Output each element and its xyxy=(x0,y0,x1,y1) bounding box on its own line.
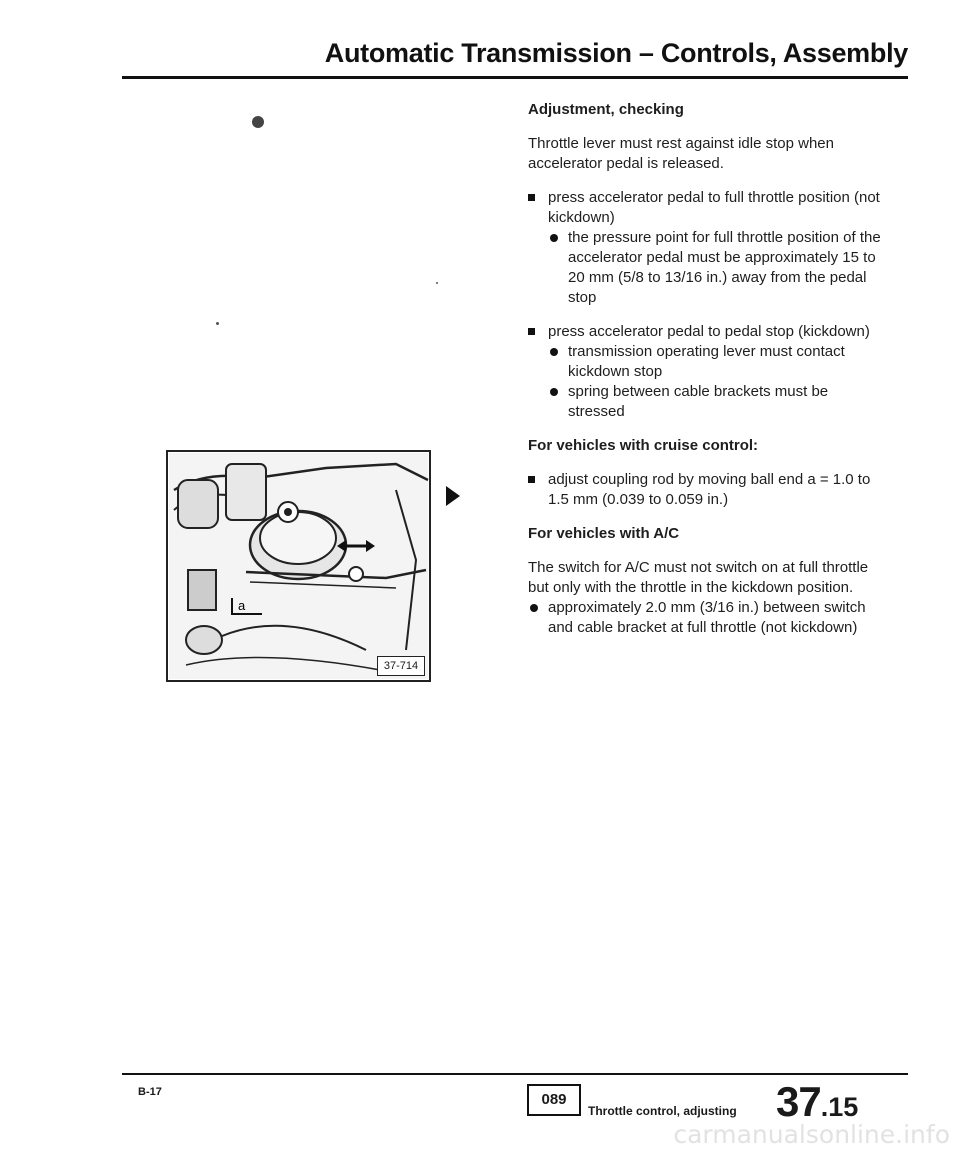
sub-list-item-text: the pressure point for full throttle position of the accelerator pedal must be approximately 15 to 20 mm (5/8 to 13/16 in.) away from the pedal stop xyxy=(568,229,881,306)
watermark: carmanualsonline.info xyxy=(673,1120,950,1149)
instruction-column xyxy=(528,100,888,638)
sub-list-item xyxy=(548,382,888,422)
print-speck xyxy=(436,282,438,284)
page-title: Automatic Transmission – Controls, Assembly xyxy=(324,38,908,68)
list-item-text: press accelerator pedal to full throttle position (not kickdown) xyxy=(548,189,880,226)
list-item xyxy=(528,322,888,422)
list-item-text: adjust coupling rod by moving ball end a = 1.0 to 1.5 mm (0.039 to 0.059 in.) xyxy=(548,471,871,508)
sub-list-item-text: transmission operating lever must contact kickdown stop xyxy=(568,343,845,380)
adjustment-heading: Adjustment, checking xyxy=(528,101,684,118)
sub-list-item-text: spring between cable brackets must be stressed xyxy=(568,383,829,420)
print-speck xyxy=(216,322,219,325)
round-bullet-icon xyxy=(530,604,538,612)
square-bullet-icon xyxy=(528,328,535,335)
page-number-main: 37 xyxy=(776,1078,821,1125)
list-item-text: press accelerator pedal to pedal stop (kickdown) xyxy=(548,323,870,340)
cruise-control-heading: For vehicles with cruise control: xyxy=(528,437,759,454)
adjustment-intro: Throttle lever must rest against idle stop when accelerator pedal is released. xyxy=(528,135,834,172)
figure-number-label: 37-714 xyxy=(377,656,425,676)
list-item xyxy=(528,470,888,510)
sub-list-item xyxy=(548,228,888,308)
round-bullet-icon xyxy=(550,348,558,356)
footer-code: B-17 xyxy=(138,1086,162,1098)
sub-list-item-text: approximately 2.0 mm (3/16 in.) between switch and cable bracket at full throttle (not kickdown) xyxy=(548,599,866,636)
round-bullet-icon xyxy=(550,388,558,396)
header-rule xyxy=(122,76,908,79)
sub-list-item xyxy=(548,342,888,382)
throttle-linkage-drawing xyxy=(166,450,431,682)
footer-rule xyxy=(122,1073,908,1075)
round-bullet-icon xyxy=(550,234,558,242)
square-bullet-icon xyxy=(528,194,535,201)
page-number-sub: .15 xyxy=(820,1092,859,1122)
throttle-linkage-figure xyxy=(166,450,431,682)
ac-paragraph: The switch for A/C must not switch on at full throttle but only with the throttle in the kickdown position. xyxy=(528,559,869,596)
transmission-code-box: 089 xyxy=(527,1084,581,1116)
print-speck xyxy=(252,116,264,128)
ac-heading: For vehicles with A/C xyxy=(528,525,680,542)
callout-a: a xyxy=(238,598,246,613)
sub-list-item xyxy=(528,598,888,638)
list-item xyxy=(528,188,888,308)
square-bullet-icon xyxy=(528,476,535,483)
arrow-right-icon xyxy=(446,486,460,506)
footer-caption: Throttle control, adjusting xyxy=(588,1104,737,1118)
